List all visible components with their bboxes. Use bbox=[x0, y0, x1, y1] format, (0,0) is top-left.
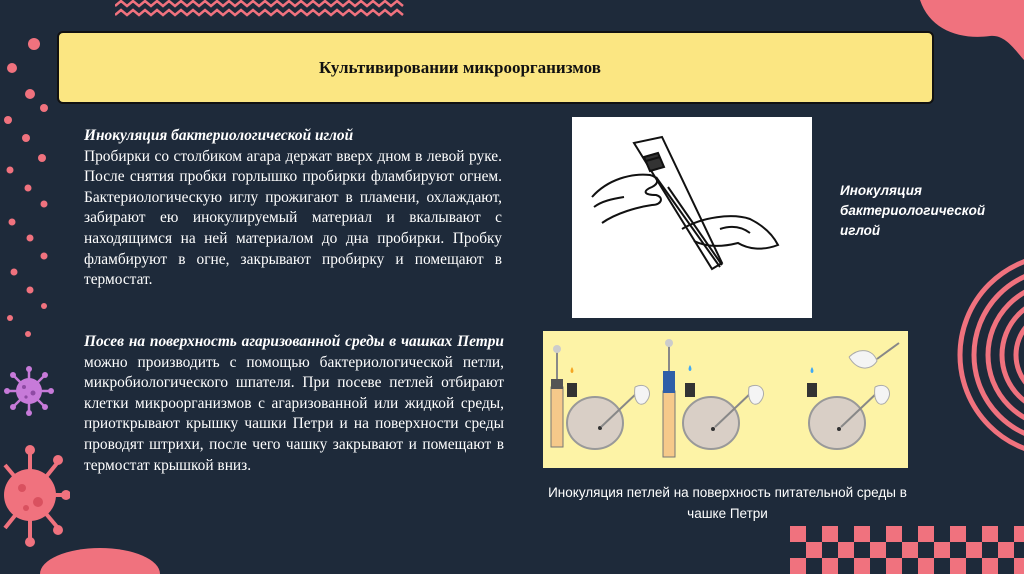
petri-illustration-caption: Инокуляция петлей на поверхность питательной среды в чашке Петри bbox=[548, 485, 907, 521]
virus-icon bbox=[4, 366, 54, 416]
petri-inoculation-text bbox=[84, 332, 504, 476]
top-zigzag-decoration bbox=[115, 0, 415, 18]
concentric-arcs-decoration bbox=[940, 230, 1024, 480]
section-body: можно производить с помощью бактериологической петли, микробиологического шпателя. При посеве петлей отбирают клетки микроорганизмов с агаризованной или жидкой среды, приоткрывают крышку чашки Петри и на поверхности среды проводят штрихи, после чего чашку закрывают и помещают в термостат крышкой вниз. bbox=[84, 353, 504, 474]
virus-large-icon bbox=[0, 440, 70, 550]
slide-title: Культивировании микроорганизмов bbox=[319, 57, 601, 77]
section-heading: Посев на поверхность агаризованной среды в чашках Петри bbox=[84, 333, 504, 350]
test-tube-needle-icon bbox=[572, 117, 812, 318]
needle-inoculation-illustration bbox=[572, 117, 812, 318]
dot-pattern-decoration bbox=[0, 0, 55, 360]
section-body: Пробирки со столбиком агара держат вверх дном в левой руке. После снятия пробки горлышко пробирки фламбируют огнем. Бактериологическую иглу прожигают в пламени, охлаждают, забирают ею инокулируемый материал и вкалывают с находящимся на ней материалом до дна пробирки. Пробку фламбируют в огне, закрывают пробирку и помещают в термостат. bbox=[84, 147, 502, 289]
section-heading: Инокуляция бактериологической иглой bbox=[84, 127, 354, 144]
needle-illustration-caption: Инокуляция бактериологической иглой bbox=[840, 183, 986, 238]
checker-pattern-decoration bbox=[790, 526, 1024, 574]
blob-decoration bbox=[40, 540, 160, 574]
title-banner bbox=[57, 31, 934, 104]
petri-dish-illustration bbox=[543, 331, 908, 468]
petri-dish-steps-icon bbox=[543, 331, 908, 468]
needle-inoculation-text bbox=[84, 126, 502, 291]
